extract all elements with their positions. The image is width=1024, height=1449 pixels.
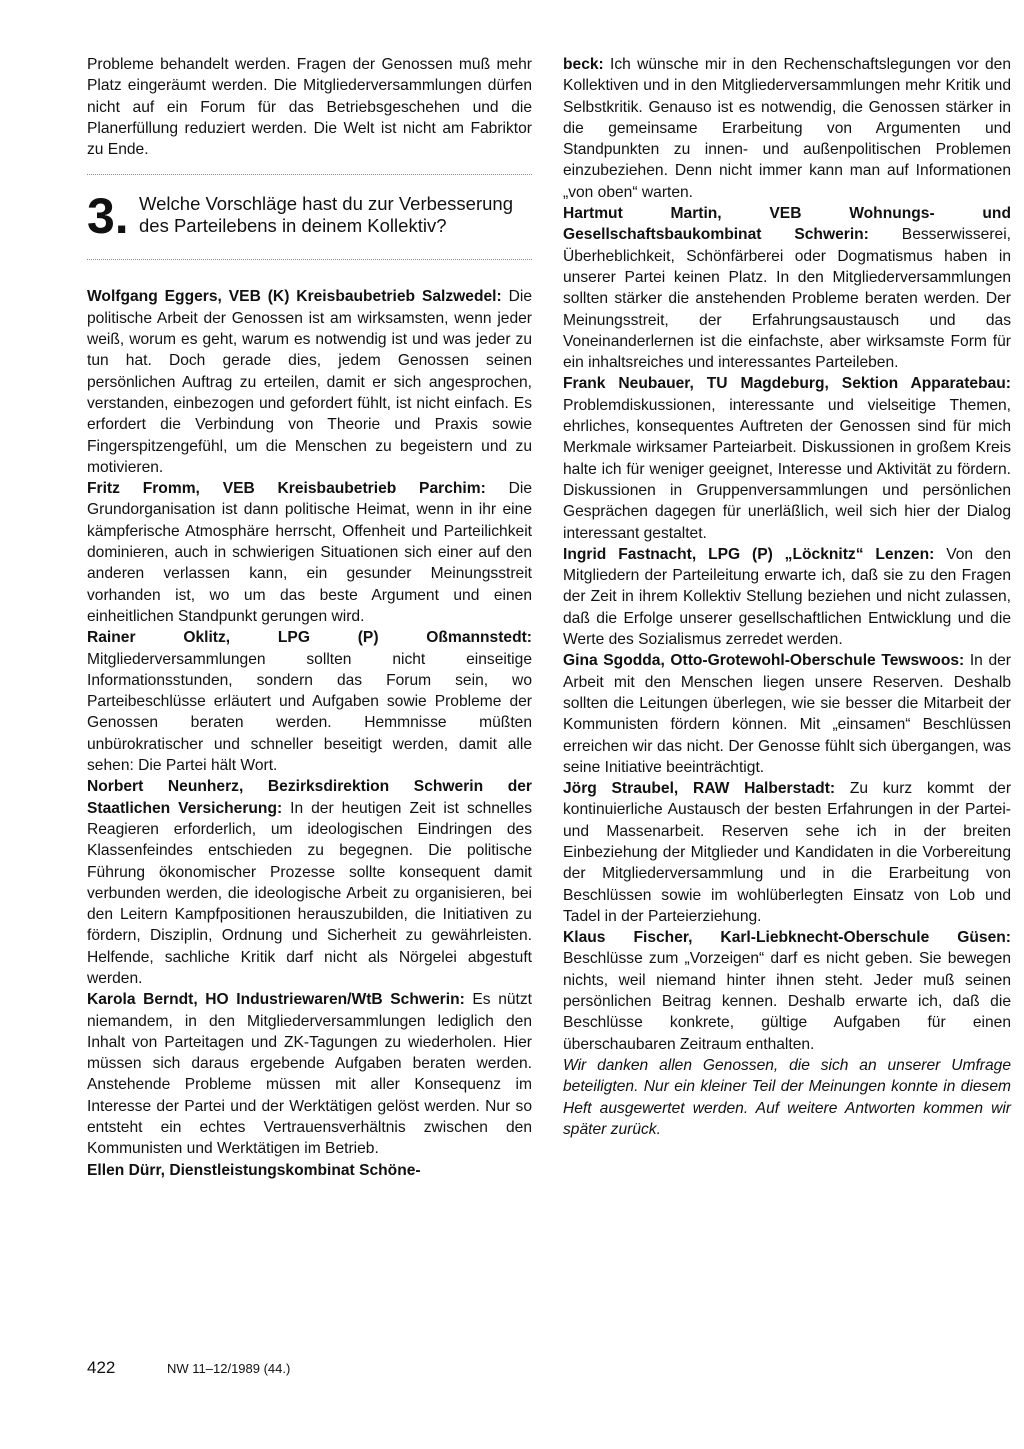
speaker-name: Wolfgang Eggers, VEB (K) Kreisbaubetrieb Salzwedel: [87,288,502,306]
right-entries [563,54,1011,1055]
answer-text: Von den Mitgliedern der Parteileitung erwarte ich, daß sie zu den Fragen der Zeit in ihrem Kollektiv Stellung beziehen und nicht zulassen, daß die Erfolge unserer gesellschaftlichen Entwicklung und die Werte des Sozialismus zerredet werden. [563,545,1012,649]
answer-entry [563,778,1011,927]
answer-text: In der Arbeit mit den Menschen liegen unsere Reserven. Deshalb sollten die Leitungen überlegen, wie sie besser die Mitarbeit der Kommunisten fördern können. Mit „einsamen“ Beschlüssen erreichen wir das nicht. Der Genosse fühlt sich übergangen, was seine Initiative beeinträchtigt. [563,652,1011,776]
speaker-name: Jörg Straubel, RAW Halberstadt: [563,780,836,798]
speaker-name: Karola Berndt, HO Industriewaren/WtB Schwerin: [87,991,465,1009]
answer-text: Ich wünsche mir in den Rechenschaftslegungen vor den Kollektiven und in den Mitgliederversammlungen mehr Kritik und Selbstkritik. Genauso ist es notwendig, die Genossen stärker in die gemeinsame Erarbeitung von Argumenten und Standpunkten zu innen- und außenpolitischen Problemen einzubeziehen. Denn nicht immer kann man auf Informationen „von oben“ warten. [563,56,1011,201]
left-column [87,54,532,1181]
answer-entry [87,478,532,627]
left-entries [87,286,532,1180]
answer-entry [563,927,1011,1055]
speaker-name: Fritz Fromm, VEB Kreisbaubetrieb Parchim: [87,480,486,498]
answer-entry [563,373,1011,543]
answer-entry [563,544,1011,650]
speaker-name: Ellen Dürr, Dienstleistungskombinat Schöne- [87,1161,421,1179]
section-divider-bottom [87,259,532,260]
page-number: 422 [87,1358,116,1377]
answer-entry [87,627,532,776]
speaker-name: beck: [563,56,604,73]
intro-paragraph: Probleme behandelt werden. Fragen der Genossen muß mehr Platz eingeräumt werden. Die Mitgliederversammlungen dürfen nicht auf ein Forum für das Betriebsgeschehen und die Planerfüllung reduziert werden. Die Welt ist nicht am Fabriktor zu Ende. [87,56,532,159]
answer-text: Problemdiskussionen, interessante und vielseitige Themen, ehrliches, konsequentes Auftreten der Genossen sind für mich Merkmale wirksamer Parteiarbeit. Diskussionen in großem Kreis halte ich für weniger geeignet, Interesse und Aktivität zu fördern. Diskussionen in Gruppenversammlungen und persönlichen Gesprächen dagegen für unerläßlich, weil sich hier der Dialog interessant gestaltet. [563,396,1011,542]
speaker-name: Klaus Fischer, Karl-Liebknecht-Oberschule Güsen: [563,929,1011,947]
answer-entry [563,203,1011,373]
issue-reference: NW 11–12/1989 (44.) [167,1361,291,1376]
speaker-name: Rainer Oklitz, LPG (P) Oßmannstedt: [87,629,532,647]
question-text: Welche Vorschläge hast du zur Verbesserung des Parteilebens in deinem Kollektiv? [139,193,513,236]
speaker-name: Norbert Neunherz, Bezirksdirektion Schwerin der Staatlichen Versicherung: [87,778,532,817]
speaker-name: Frank Neubauer, TU Magdeburg, Sektion Apparatebau: [563,375,1011,393]
answer-entry [87,286,532,478]
speaker-name: Ingrid Fastnacht, LPG (P) „Löcknitz“ Lenzen: [563,545,935,563]
page-footer [87,1358,532,1378]
answer-text: Zu kurz kommt der kontinuierliche Austausch der besten Erfahrungen in der Partei- und Massenarbeit. Reserven sehe ich in der breiten Einbeziehung der Mitglieder und Kandidaten in die Vorbereitung der Mitgliederversammlung und in die Erarbeitung von Beschlüssen sowie im wohlüberlegten Einsatz von Lob und Tadel in der Parteierziehung. [563,780,1012,925]
answer-text: In der heutigen Zeit ist schnelles Reagieren erforderlich, um ideologischen Eindringen des Klassenfeindes entschieden zu begegnen. Die politische Führung ökonomischer Prozesse sollte konsequent damit verbunden werden, die ideologische Arbeit zu organisieren, bei den Leitern Kampfpositionen herauszubilden, die Initiativen zu fördern, Disziplin, Ordnung und Sicherheit zu gewährleisten. Helfende, sachliche Kritik darf nicht als Nörgelei abgestuft werden. [87,799,532,987]
question-number: 3. [87,188,129,245]
question-block [87,188,532,245]
answer-text: Beschlüsse zum „Vorzeigen“ darf es nicht geben. Sie bewegen nichts, weil niemand hinter ihnen steht. Jeder muß seinen persönlichen Beitrag kennen. Deshalb erwarte ich, daß die Beschlüsse konkrete, gültige Aufgaben für einen überschaubaren Zeitraum enthalten. [563,950,1011,1053]
section-divider-top [87,174,532,175]
answer-entry [87,776,532,989]
answer-text: Die politische Arbeit der Genossen ist am wirksamsten, wenn jeder weiß, worum es geht, warum es notwendig ist und was jeder zu tun hat. Doch gerade dies, jedem Genossen seinen persönlichen Auftrag zu erteilen, damit er sich angesprochen, verstanden, einbezogen und gefordert fühlt, ist nicht einfach. Es erfordert die Verbindung von Theorie und Praxis sowie Fingerspitzengefühl, um die Menschen zu begeistern und zu motivieren. [87,288,532,476]
answer-text: Die Grundorganisation ist dann politische Heimat, wenn in ihr eine kämpferische Atmosphäre herrscht, Offenheit und Parteilichkeit dominieren, auch in schwierigen Situationen sich einer auf den anderen verlassen kann, ein gesunder Meinungsstreit vorhanden ist, wo um das beste Argument und einen einheitlichen Standpunkt gerungen wird. [87,480,532,625]
answer-entry [563,54,1011,203]
answer-text: Mitgliederversammlungen sollten nicht einseitige Informationsstunden, sondern das Forum sein, wo Parteibeschlüsse erläutert und Aufgaben sowie Probleme der Genossen beraten werden. Hemmnisse müßten unbürokratischer und schneller beseitigt werden, damit alle sehen: Die Partei hält Wort. [87,650,532,775]
answer-text: Es nützt niemandem, in den Mitgliederversammlungen lediglich den Inhalt von Parteitagen und ZK-Tagungen zu wiederholen. Hier müssen sich daraus ergebende Aufgaben beraten werden. Anstehende Probleme müssen mit aller Konsequenz im Interesse der Partei und der Werktätigen gelöst werden. Nur so entsteht ein echtes Vertrauensverhältnis zwischen den Kommunisten und Werktätigen im Betrieb. [87,991,532,1158]
speaker-name: Hartmut Martin, VEB Wohnungs- und Gesellschaftsbaukombinat Schwerin: [563,205,1011,244]
right-column [563,54,1011,1140]
speaker-name: Gina Sgodda, Otto-Grotewohl-Oberschule Tewswoos: [563,652,965,670]
closing-note: Wir danken allen Genossen, die sich an unserer Umfrage beteiligten. Nur ein kleiner Teil der Meinungen konnte in diesem Heft ausgewertet werden. Auf weitere Antworten kommen wir später zurück. [563,1056,1011,1138]
answer-entry [87,1160,532,1181]
answer-entry [563,650,1011,778]
answer-text: Besserwisserei, Überheblichkeit, Schönfärberei oder Dogmatismus haben in unserer Partei keinen Platz. In den Mitgliederversammlungen sollten stärker die anstehenden Probleme beraten werden. Der Meinungsstreit, der Erfahrungsaustausch und das Voneinanderlernen ist die einfachste, aber wirksamste Form für ein inhaltsreiches und interessantes Parteileben. [563,226,1011,372]
answer-entry [87,989,532,1159]
